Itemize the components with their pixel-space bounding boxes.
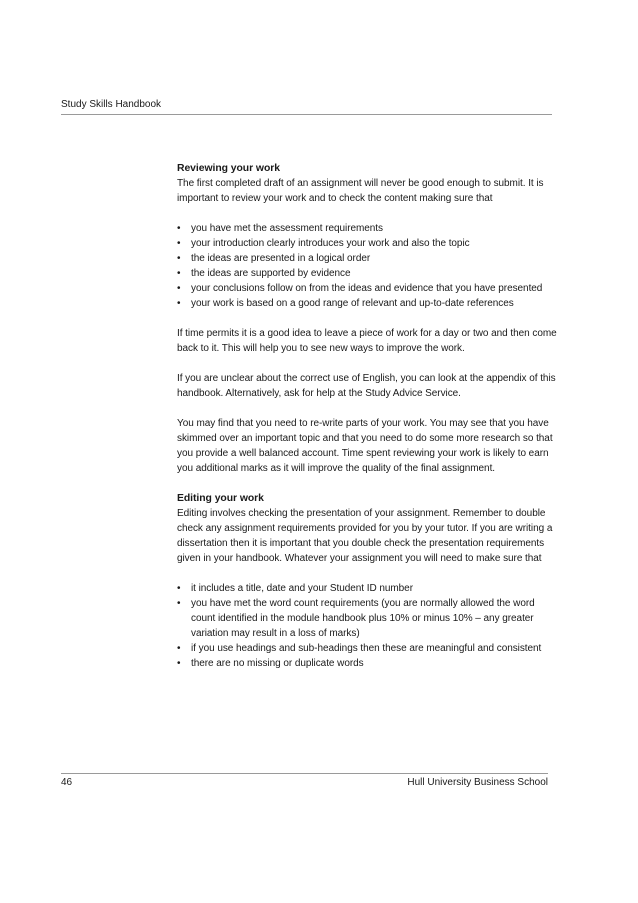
section-title-reviewing: Reviewing your work (177, 163, 280, 174)
bullet-icon: • (177, 223, 181, 234)
reviewing-paragraph-time: If time permits it is a good idea to leave a piece of work for a day or two and then come back to it. This will help you to see new ways to improve the work. (177, 328, 557, 354)
footer-organization: Hull University Business School (407, 777, 548, 788)
section-title-editing: Editing your work (177, 493, 264, 504)
section-reviewing (177, 161, 557, 476)
section-editing (177, 491, 557, 671)
bullet-icon: • (177, 598, 181, 609)
bullet-icon: • (177, 298, 181, 309)
reviewing-intro: The first completed draft of an assignment will never be good enough to submit. It is important to review your work and to check the content making sure that (177, 178, 544, 204)
bullet-icon: • (177, 283, 181, 294)
bullet-icon: • (177, 253, 181, 264)
bullet-icon: • (177, 658, 181, 669)
reviewing-checklist (177, 221, 557, 311)
page-footer (61, 773, 548, 789)
editing-intro: Editing involves checking the presentation of your assignment. Remember to double check any assignment requirements provided for you by your tutor. If you are writing a dissertation then it is important that you double check the presentation requirements given in your handbook. Whatever your assignment you will need to make sure that (177, 508, 553, 564)
list-item: • if you use headings and sub-headings then these are meaningful and consistent (177, 643, 542, 654)
bullet-icon: • (177, 238, 181, 249)
list-item: • there are no missing or duplicate words (177, 658, 364, 669)
list-item: • you have met the word count requirements (you are normally allowed the word count identified in the module handbook plus 10% or minus 10% – any greater variation may result in a loss of marks) (177, 598, 535, 639)
editing-checklist (177, 581, 557, 671)
list-item: • your conclusions follow on from the ideas and evidence that you have presented (177, 283, 543, 294)
page-header (61, 99, 552, 115)
list-item: • your work is based on a good range of relevant and up-to-date references (177, 298, 514, 309)
header-title: Study Skills Handbook (61, 99, 162, 110)
list-item: • the ideas are presented in a logical order (177, 253, 371, 264)
page-number: 46 (61, 777, 73, 788)
reviewing-paragraph-english: If you are unclear about the correct use of English, you can look at the appendix of this handbook. Alternatively, ask for help at the Study Advice Service. (177, 373, 556, 399)
bullet-icon: • (177, 268, 181, 279)
list-item: • you have met the assessment requirements (177, 223, 383, 234)
list-item: • the ideas are supported by evidence (177, 268, 351, 279)
bullet-icon: • (177, 583, 181, 594)
list-item: • your introduction clearly introduces your work and also the topic (177, 238, 470, 249)
page-content (177, 161, 557, 671)
list-item: • it includes a title, date and your Student ID number (177, 583, 413, 594)
reviewing-paragraph-rewrite: You may find that you need to re-write parts of your work. You may see that you have skimmed over an important topic and that you need to do some more research so that you provide a well balanced account. Time spent reviewing your work is likely to earn you additional marks as it will improve the quality of the final assignment. (177, 418, 553, 474)
bullet-icon: • (177, 643, 181, 654)
